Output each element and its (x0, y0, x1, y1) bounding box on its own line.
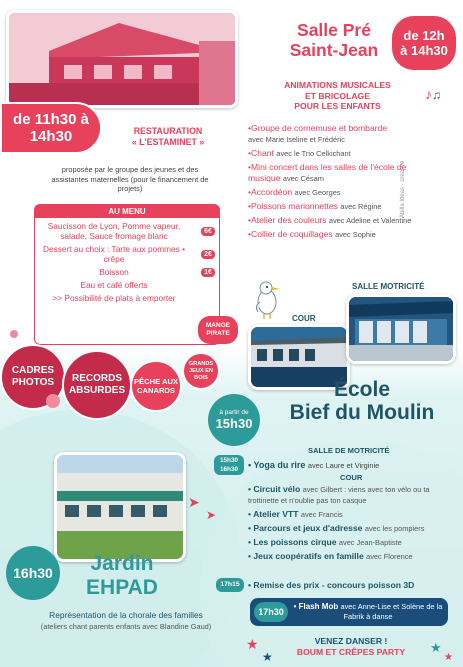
decor-bubble (10, 330, 18, 338)
animation-sub: avec Adeline et Valentine (328, 216, 412, 225)
mange-pirate-badge: MANGE PIRATE (198, 316, 238, 344)
restauration-title (108, 126, 228, 148)
left-time-line1: de 11h30 à (13, 111, 89, 128)
animation-item (248, 123, 438, 145)
cour-item-main: • Circuit vélo (248, 484, 301, 494)
animation-item (248, 215, 438, 226)
restauration-note: proposée par le groupe des jeunes et des assistantes maternelles (pour le financement de projets) (51, 165, 209, 193)
ecole-title-line1: École (333, 378, 391, 401)
animation-main: •Poissons marionnettes (248, 201, 338, 211)
animation-sub: avec Régine (340, 202, 382, 211)
menu-box (34, 204, 220, 345)
star-icon: ★ (246, 636, 259, 652)
menu-item (39, 267, 215, 277)
time-badge (392, 16, 456, 70)
footer-line2: BOUM ET CRÊPES PARTY (296, 647, 406, 657)
from-time: 15h30 (215, 416, 253, 431)
star-icon: ★ (444, 652, 453, 663)
from-time-badge (208, 394, 260, 446)
label-cour: COUR (292, 314, 316, 323)
menu-item-text: Boisson (99, 267, 129, 277)
animation-main: •Chant (248, 148, 274, 158)
grands-jeux-circle: GRANDS JEUX EN BOIS (182, 352, 220, 390)
animations-title-line2: ET BRICOLAGE (305, 90, 370, 101)
prize-item: • Remise des prix - concours poisson 3D (248, 580, 415, 590)
cour-item (248, 523, 458, 534)
yoga-sub: avec Laure et Virginie (307, 461, 380, 470)
animation-sub: avec Sophie (335, 230, 376, 239)
animation-main: •Accordéon (248, 187, 293, 197)
cour-item (248, 537, 458, 548)
animation-item (248, 162, 438, 184)
music-notes-icon: ♪♫ (425, 86, 441, 102)
cour-item-sub: avec Jean-Baptiste (338, 538, 402, 547)
menu-item-price: 1€ (201, 268, 215, 277)
label-salle-motricite: SALLE MOTRICITÉ (352, 282, 425, 291)
menu-item (39, 280, 215, 290)
star-icon: ★ (262, 650, 273, 664)
time-badge-line1: de 12h (403, 28, 445, 43)
jardin-title (62, 552, 182, 600)
menu-item-text: Dessert au choix : Tarte aux pommes • crêpe (42, 244, 185, 264)
yoga-time2: 16h30 (219, 466, 239, 473)
animation-main: •Atelier des couleurs (248, 215, 327, 225)
cour-item-sub: avec Gilbert : viens avec ton vélo ou ta trottinette et n'oublie pas ton casque (248, 485, 430, 505)
menu-item-price: 2€ (201, 250, 215, 259)
jardin-desc-main: Représentation de la chorale des familles (49, 610, 203, 620)
animations-title-line1: ANIMATIONS MUSICALES (284, 80, 391, 90)
cour-item (248, 484, 458, 506)
yoga-time-badge (214, 455, 244, 475)
flash-sub: avec Anne-Lise et Solène de la Fabrik à danse (340, 602, 443, 621)
animation-item (248, 201, 438, 212)
from-label: à partir de (219, 409, 249, 416)
peche-canards-circle: PÊCHE AUX CANARDS (130, 360, 182, 412)
cour-item-main: • Atelier VTT (248, 509, 299, 519)
fish-icon: ➤ (206, 508, 217, 522)
animation-main: •Collier de coquillages (248, 229, 333, 239)
decor-bubble (46, 394, 60, 408)
animations-list (248, 123, 438, 240)
section-cour: COUR (340, 473, 363, 482)
restauration-title-line1: RESTAURATION (133, 126, 203, 136)
cour-item-main: • Les poissons cirque (248, 537, 337, 547)
animation-sub: avec Georges (294, 188, 341, 197)
footer-line1: VENEZ DANSER ! (314, 636, 388, 646)
ecole-title-line2: Bief du Moulin (289, 401, 435, 424)
animation-item (248, 148, 438, 159)
records-absurdes-circle: RECORDS ABSURDES (62, 350, 132, 420)
cour-item-sub: avec les pompiers (364, 524, 425, 533)
section-salle-motricite: SALLE DE MOTRICITÉ (308, 446, 390, 455)
time-badge-line2: à 14h30 (400, 43, 448, 58)
salle-title-line1: Salle Pré (297, 20, 371, 40)
animation-main: •Groupe de cornemuse et bombarde (248, 123, 388, 133)
menu-note: >> Possibilité de plats à emporter (52, 293, 176, 303)
star-icon: ★ (430, 640, 442, 655)
ehpad-photo (54, 452, 186, 562)
animations-title-line3: POUR LES ENFANTS (294, 101, 381, 111)
side-credit: Abilla Ideas · créative (400, 160, 406, 218)
left-time-line2: 14h30 (29, 128, 73, 145)
animation-sub: avec Césam (282, 174, 324, 183)
prize-time-badge: 17h15 (216, 578, 244, 592)
footer (276, 636, 426, 658)
jardin-description (38, 610, 214, 632)
cadres-photos-circle: CADRES PHOTOS (0, 344, 66, 410)
menu-item (39, 221, 215, 241)
animation-main: •Mini concert dans les salles de l'école de musique (248, 162, 407, 183)
salle-title-line2: Saint-Jean (289, 40, 379, 60)
flash-main: • Flash Mob (293, 602, 339, 611)
cour-item (248, 551, 458, 562)
animation-sub: avec Marie Iseline et Frédéric (248, 135, 345, 144)
building-illustration (9, 13, 235, 105)
cour-item-sub: avec Francis (300, 510, 343, 519)
yoga-time1: 15h30 (219, 457, 239, 464)
animation-item (248, 229, 438, 240)
cour-activities-list (248, 484, 458, 562)
salle-photo (6, 10, 238, 108)
left-time-badge (0, 102, 102, 154)
menu-item-price: 6€ (201, 227, 215, 236)
jardin-title-line2: EHPAD (86, 576, 158, 599)
jardin-desc-sub: (ateliers chant parents enfants avec Blandine Gaud) (40, 622, 212, 631)
menu-item-text: Eau et café offerts (80, 280, 148, 290)
jardin-title-line1: Jardin (90, 552, 154, 575)
yoga-main: • Yoga du rire (248, 460, 306, 470)
flash-time-badge: 17h30 (254, 602, 288, 622)
motricite-illustration (349, 297, 453, 361)
salle-title (264, 20, 404, 60)
animation-sub: avec le Trio Celkichant (276, 149, 351, 158)
seagull-illustration (252, 278, 282, 325)
animation-item (248, 187, 438, 198)
salle-motricite-photo (346, 294, 456, 364)
cour-item (248, 509, 458, 520)
menu-header: AU MENU (35, 205, 219, 218)
ecole-title (262, 378, 462, 424)
yoga-item (248, 460, 379, 470)
cour-item-main: • Jeux coopératifs en famille (248, 551, 364, 561)
cour-item-sub: avec Florence (366, 552, 413, 561)
cour-item-main: • Parcours et jeux d'adresse (248, 523, 363, 533)
menu-item (39, 244, 215, 264)
menu-item-text: Saucisson de Lyon, Pomme vapeur, salade, Sauce fromage blanc (47, 221, 181, 241)
ehpad-illustration (57, 455, 183, 559)
restauration-title-line2: « L'ESTAMINET » (131, 137, 205, 147)
flash-mob-box (250, 598, 448, 626)
jardin-time-badge: 16h30 (6, 546, 60, 600)
animations-title (250, 80, 425, 112)
fish-icon: ➤ (188, 494, 200, 510)
